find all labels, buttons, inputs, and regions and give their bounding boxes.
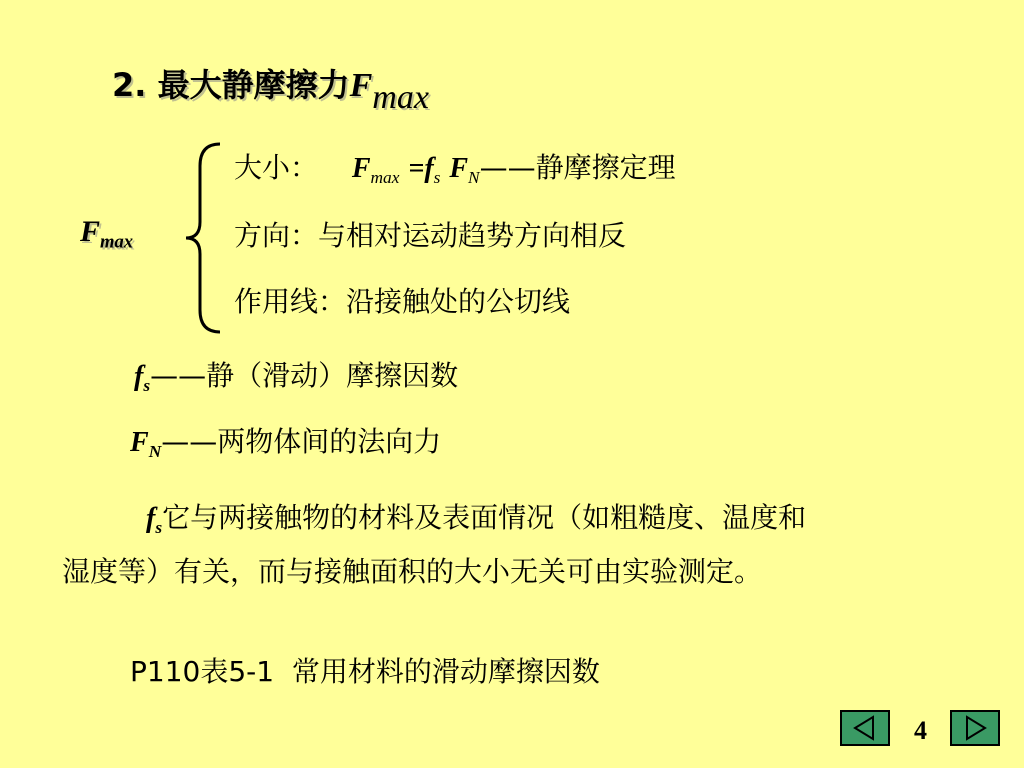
table-reference: P110表5-1 常用材料的滑动摩擦因数 [130,655,600,688]
paragraph-text-1: 它与两接触物的材料及表面情况（如粗糙度、温度和 [162,501,807,534]
fmax-subscript: max [100,231,134,253]
def-fn-symbol: F [130,427,149,458]
paragraph-symbol: f [146,503,156,534]
prev-triangle-icon [842,712,888,744]
def-fn-subscript: N [148,442,162,462]
def-fn-text: 两物体间的法向力 [217,425,442,458]
size-eq-equals: = [408,153,425,184]
next-slide-button[interactable] [950,710,1000,746]
title-number: 2. [112,66,147,104]
paragraph-line-1 [146,496,806,538]
title-subscript: max [372,78,429,116]
size-eq-FN-sub: N [468,168,480,188]
title-symbol: F [349,67,373,104]
size-eq-FN: F [449,153,468,184]
size-eq-f-sub: s [433,168,441,188]
def-fn-dash: —— [161,425,218,458]
direction-label: 方向： [234,219,319,252]
next-triangle-icon [952,712,998,744]
def-fs-symbol: f [134,361,144,392]
paragraph-line-2 [62,550,762,590]
def-fs [134,354,458,396]
prev-slide-button[interactable] [840,710,890,746]
page-number: 4 [914,716,927,745]
direction-text: 与相对运动趋势方向相反 [318,219,627,252]
size-eq-F-sub: max [370,168,400,188]
slide-title [112,60,429,117]
curly-brace [180,140,230,336]
paragraph-text-2: 湿度等）有关，而与接触面积的大小无关可由实验测定。 [62,555,763,588]
def-fn [130,420,441,462]
item-size [234,146,676,188]
fmax-label [80,214,133,254]
def-fs-text: 静（滑动）摩擦因数 [206,359,459,392]
fmax-symbol: F [80,215,101,248]
line-label: 作用线： [234,285,347,318]
paragraph-subscript: s [155,518,163,538]
def-fs-dash: —— [150,359,207,392]
size-dash: —— [479,151,536,184]
size-eq-f: f [424,153,434,184]
size-label: 大小： [234,151,319,184]
line-text: 沿接触处的公切线 [346,285,571,318]
size-desc: 静摩擦定理 [535,151,676,184]
item-line-of-action [234,280,570,320]
item-direction [234,214,626,254]
size-eq-F: F [351,153,371,184]
def-fs-subscript: s [143,376,151,396]
title-text: 最大静摩擦力 [157,66,350,104]
